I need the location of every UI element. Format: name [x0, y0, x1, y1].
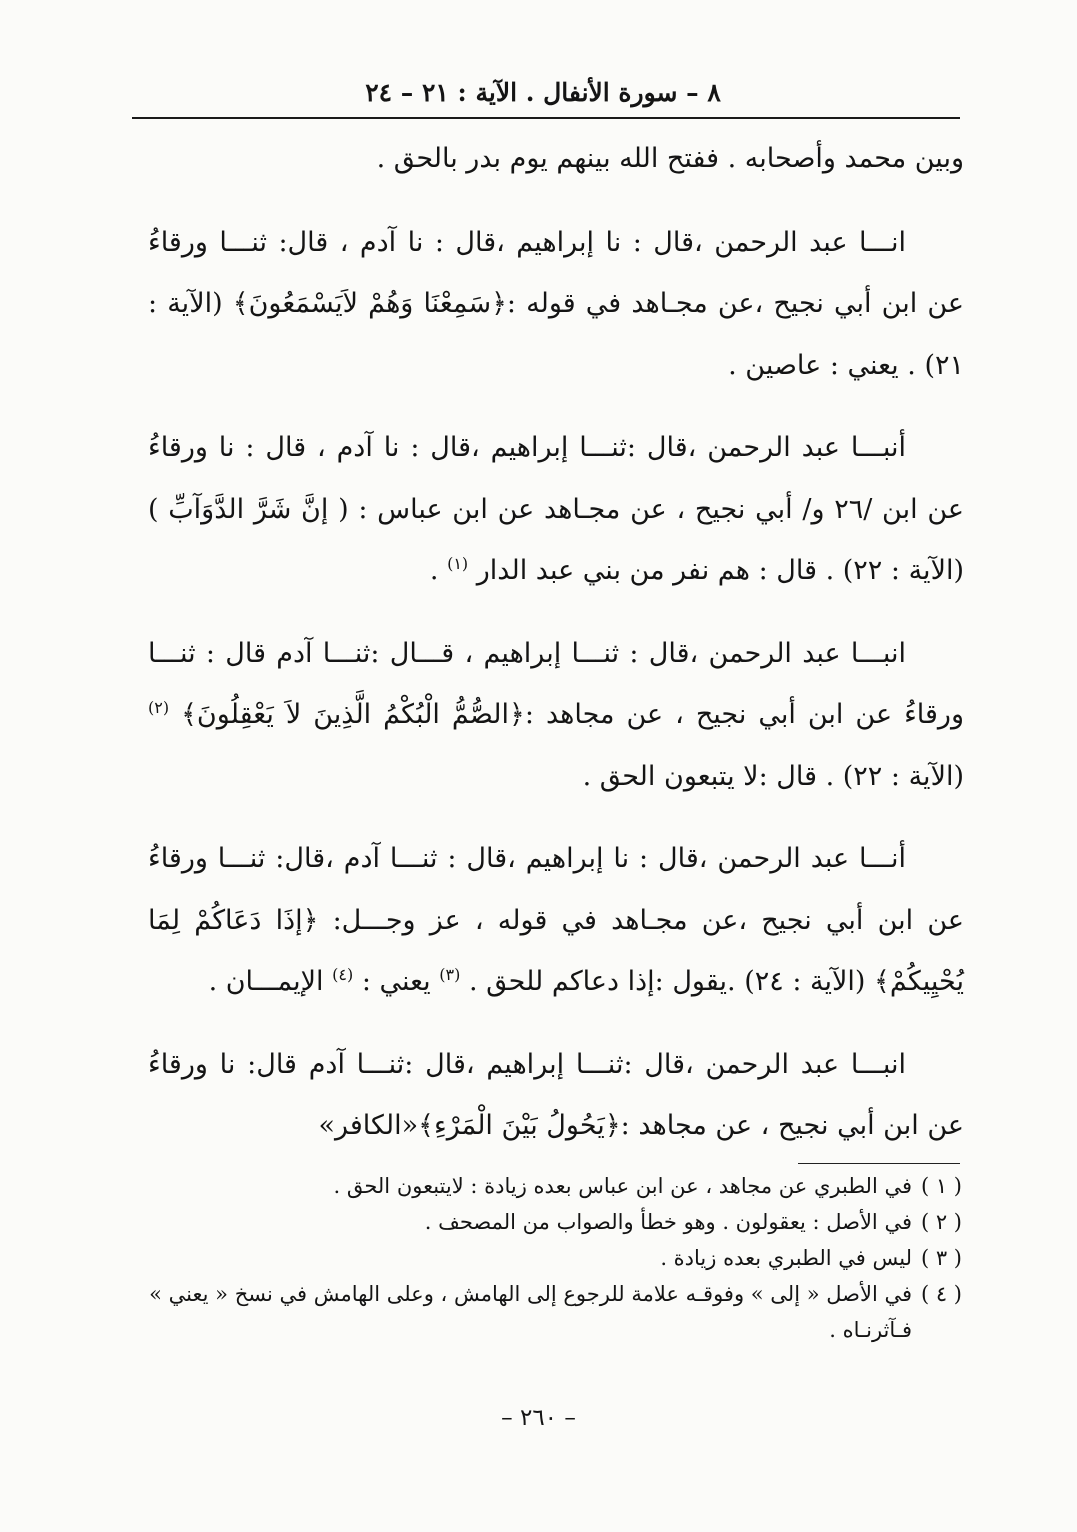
paragraph-2: انـــا عبد الرحمن ،قال : نا إبراهيم ،قال : نا آدم ، قال: ثنـــا ورقاءُ عن ابن أبي نجيح ،عن مجـاهد في قوله :﴿سَمِعْنَا وَهُمْ لاَيَسْمَعُونَ﴾ (الآية : ٢١) . يعني : عاصين . [148, 226, 964, 381]
footnote-ref-2[interactable]: (٢) [148, 698, 170, 717]
paragraph-4-tail: (الآية : ٢٢) . قال :لا يتبعون الحق . [582, 760, 964, 792]
footnote-number: ( ٤ ) [920, 1282, 962, 1306]
footnote-ref-3[interactable]: (٣) [439, 965, 461, 984]
footnote-ref-4[interactable]: (٤) [332, 965, 354, 984]
footnote-1 [140, 1168, 962, 1204]
footnote-text: ليس في الطبري بعده زيادة . [660, 1246, 912, 1270]
paragraph-4-text: انبـــا عبد الرحمن ،قال : ثنـــا إبراهيم ، قـــال :ثنـــا آدم قال : ثنـــا ورقاءُ عن ابن أبي نجيح ، عن مجاهد :﴿الصُّمُّ الْبُكْمُ الَّذِينَ لاَ يَعْقِلُونَ﴾ [148, 637, 964, 730]
footnote-4 [140, 1276, 962, 1348]
footnotes [140, 1168, 962, 1348]
main-text [148, 128, 964, 1178]
paragraph-6: انبـــا عبد الرحمن ،قال :ثنـــا إبراهيم ،قال :ثنـــا آدم قال: نا ورقاءُ عن ابن أبي نجيح ، عن مجاهد :﴿يَحُولُ بَيْنَ الْمَرْءِ﴾«الكافر» [148, 1048, 964, 1141]
footnote-text: في الطبري عن مجاهد ، عن ابن عباس بعده زيادة : لايتبعون الحق . [333, 1174, 912, 1198]
paragraph-1: وبين محمد وأصحابه . ففتح الله بينهم يوم بدر بالحق . [376, 143, 964, 174]
footnote-number: ( ٣ ) [920, 1246, 962, 1270]
paragraph-4 [148, 623, 964, 808]
paragraph-3-text: أنبـــا عبد الرحمن ،قال :ثنـــا إبراهيم ،قال : نا آدم ، قال : نا ورقاءُ عن ابن /٢٦ و/ أبي نجيح ، عن مجـاهد عن ابن عباس : ( إنَّ شَرَّ الدَّوَآبِّ ) (الآية : ٢٢) . قال : هم نفر من بني عبد الدار [148, 432, 965, 586]
footnote-2 [140, 1204, 962, 1240]
paragraph-5-text: أنـــا عبد الرحمن ،قال : نا إبراهيم ،قال : ثنـــا آدم ،قال: ثنـــا ورقاءُ عن ابن أبي نجيح ،عن مجـاهد في قوله ، عز وجـــل: ﴿إذَا دَعَاكُمْ لِمَا يُحْيِيكُمْ﴾ (الآية : ٢٤) .يقول :إذا دعاكم للحق . [148, 843, 964, 997]
running-header: ٨ – سورة الأنفال . الآية : ٢١ – ٢٤ [365, 78, 721, 107]
footnote-number: ( ٢ ) [920, 1210, 962, 1234]
footnote-text: في الأصل « إلى » وفوقـه علامة للرجوع إلى الهامش ، وعلى الهامش في نسخ « يعني » فـآثرنـاه . [149, 1282, 912, 1342]
paragraph-5-tail: الإيمـــان . [208, 966, 324, 997]
footnote-rule [798, 1163, 960, 1164]
footnote-number: ( ١ ) [920, 1174, 962, 1198]
page-number: – ٢٦٠ – [501, 1405, 576, 1431]
footnote-text: في الأصل : يعقولون . وهو خطأ والصواب من المصحف . [424, 1210, 912, 1234]
paragraph-5 [148, 828, 964, 1013]
footnote-3 [140, 1240, 962, 1276]
paragraph-3: أنبـــا عبد الرحمن ،قال :ثنـــا إبراهيم ،قال : نا آدم ، قال : نا ورقاءُ عن ابن /٢٦ و/ أبي نجيح ، عن مجـاهد عن ابن عباس : ( إنَّ شَرَّ الدَّوَآبِّ ) (الآية : ٢٢) . قال : هم نفر من بني عبد الدار $^{(١)}$ . [148, 432, 965, 586]
paragraph-5-yani: يعني : [361, 966, 431, 997]
header-rule [132, 117, 960, 119]
footnote-ref-1[interactable]: (١) [447, 554, 469, 573]
